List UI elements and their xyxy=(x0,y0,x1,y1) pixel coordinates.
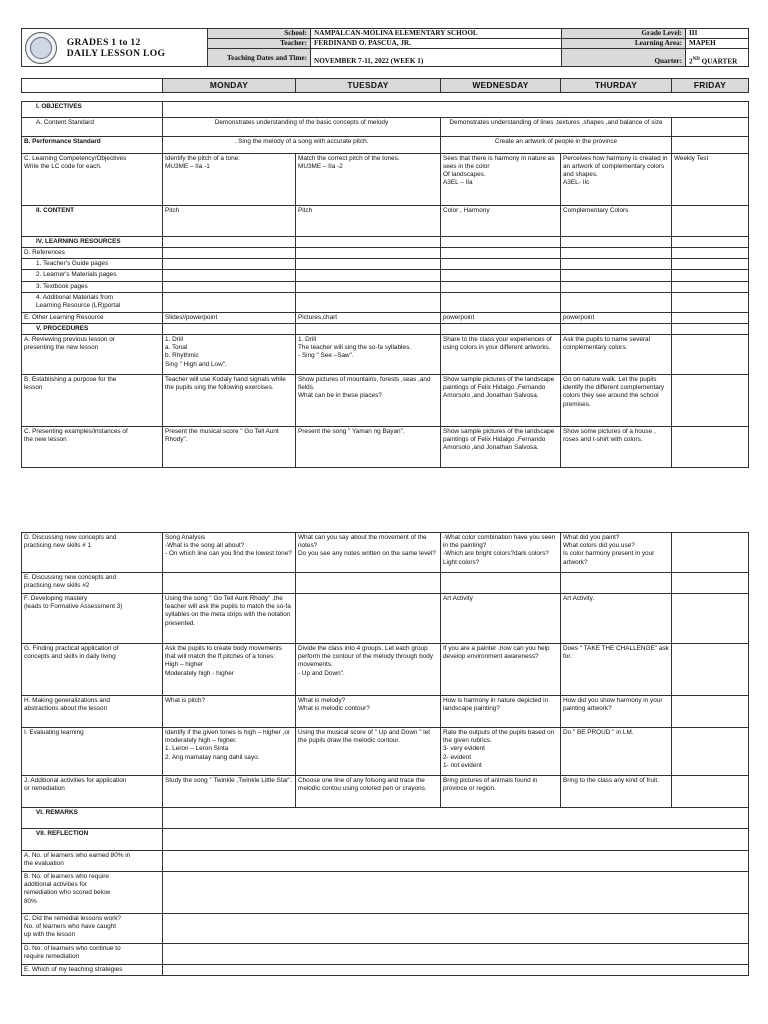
procedure-g-label: G. Finding practical application of concepts and skills in daily living xyxy=(22,644,163,696)
day-header-friday: FRIDAY xyxy=(672,79,749,93)
table-row xyxy=(22,829,749,851)
day-header-table xyxy=(21,78,749,93)
procedure-j-tuesday: Choose one line of any folsong and trace the melodic contou using colored pen or crayons. xyxy=(296,776,441,808)
teacher-label: Teacher: xyxy=(208,39,311,49)
procedure-c-tuesday: Present the song " Yaman ng Bayan". xyxy=(296,427,441,468)
day-header-tuesday: TUESDAY xyxy=(296,79,441,93)
area-value: MAPEH xyxy=(686,39,749,49)
quarter-word: QUARTER xyxy=(699,57,738,66)
dates-value: NOVEMBER 7-11, 2022 (WEEK 1) xyxy=(311,49,562,67)
cell xyxy=(672,247,749,258)
table-row xyxy=(22,728,749,776)
content-wednesday: Color , Harmony xyxy=(441,205,561,236)
cell xyxy=(163,573,296,594)
cell xyxy=(672,292,749,312)
reflection-e-label: E. Which of my teaching strategies xyxy=(22,965,163,976)
procedure-d-friday xyxy=(672,533,749,573)
table-row xyxy=(22,808,749,829)
procedure-d-wednesday: -What color combination have you seen in the painting? -Which are bright colors?dark colors? Light colors? xyxy=(441,533,561,573)
remarks-heading: VI. REMARKS xyxy=(22,808,163,829)
table-row xyxy=(22,101,749,117)
other-wednesday: powerpoint xyxy=(441,312,561,323)
quarter-number: 2 xyxy=(689,57,693,66)
procedure-a-thursday: Ask the pupils to name several complementary colors. xyxy=(561,335,672,375)
content-monday: Pitch xyxy=(163,205,296,236)
deped-seal-icon xyxy=(25,32,57,64)
cell xyxy=(163,323,296,334)
procedure-i-label: I. Evaluating learning xyxy=(22,728,163,776)
procedure-b-tuesday: Show pictures of mountains, forests ,seas ,and fields. What can be in these places? xyxy=(296,375,441,427)
cell xyxy=(441,270,561,281)
procedure-g-monday: Ask the pupils to create body movements that will match the ff.pitches of a tones: High – higher Moderately high - higher xyxy=(163,644,296,696)
procedure-f-wednesday: Art Activity xyxy=(441,594,561,644)
cell xyxy=(561,281,672,292)
school-label: School: xyxy=(208,29,311,39)
reflection-c-label: C. Did the remedial lessons work? No. of learners who have caught up with the lesson xyxy=(22,914,163,944)
cell xyxy=(296,270,441,281)
competency-tuesday: Match the correct pitch of the tones. MU3ME – IIa -2 xyxy=(296,153,441,205)
cell xyxy=(441,236,561,247)
competency-label: C. Learning Competency/Objectives Write the LC code for each. xyxy=(22,153,163,205)
reflection-d-label: D. No. of learners who continue to require remediation xyxy=(22,944,163,965)
table-row xyxy=(22,375,749,427)
reflection-a-label: A. No. of learners who earned 80% in the evaluation xyxy=(22,851,163,872)
cell xyxy=(441,259,561,270)
cell xyxy=(163,965,749,976)
cell xyxy=(163,236,296,247)
procedure-c-label: C. Presenting examples/instances of the new lesson xyxy=(22,427,163,468)
content-standard-arts: Demonstrates understanding of lines ,textures ,shapes ,and balance of size xyxy=(441,117,672,136)
cell xyxy=(163,101,749,117)
cell xyxy=(672,117,749,136)
procedure-a-wednesday: Share to the class your experiences of using colors in your different artworks. xyxy=(441,335,561,375)
procedure-j-wednesday: Bring pictures of animals found in province or region. xyxy=(441,776,561,808)
lesson-rows-part2 xyxy=(21,532,749,976)
day-header-wednesday: WEDNESDAY xyxy=(441,79,561,93)
cell xyxy=(163,914,749,944)
references-label: D. References xyxy=(22,247,163,258)
procedure-d-monday: Song Analysis -What is the song all about? - On which line can you find the lowest tone? xyxy=(163,533,296,573)
cell xyxy=(561,270,672,281)
table-row xyxy=(22,573,749,594)
cell xyxy=(296,236,441,247)
procedure-g-tuesday: Divide the class into 4 groups. Let each group perform the contour of the melody through body movements. - Up and Down". xyxy=(296,644,441,696)
procedure-d-thursday: What did you paint? What colors did you use? Is color harmony present in your artwork? xyxy=(561,533,672,573)
procedure-a-friday xyxy=(672,335,749,375)
cell xyxy=(296,259,441,270)
content-standard-label: A. Content Standard xyxy=(22,117,163,136)
procedure-b-thursday: Go on nature walk. Let the pupils identify the different complementary colors they see around the school premises. xyxy=(561,375,672,427)
table-row xyxy=(22,247,749,258)
performance-standard-label: B. Performance Standard xyxy=(22,136,163,153)
table-row xyxy=(22,205,749,236)
cell xyxy=(441,292,561,312)
content-tuesday: Pitch xyxy=(296,205,441,236)
other-resources-label: E. Other Learning Resource xyxy=(22,312,163,323)
cell xyxy=(672,259,749,270)
procedure-f-monday: Using the song " Go Tell Aunt Rhody" ,the teacher will ask the pupils to match the so-fa syllables on the meta strips with the notation presented. xyxy=(163,594,296,644)
table-row xyxy=(22,427,749,468)
procedure-i-monday: Identify if the given tones is high – higher ,or moderately high – higher. 1. Leron – Leron Sinta 2. Ang mamatay nang dahil sayo. xyxy=(163,728,296,776)
table-row xyxy=(22,944,749,965)
procedure-h-monday: What is pitch? xyxy=(163,696,296,728)
competency-wednesday: Sees that there is harmony in nature as sees in the color Of landscapes. A3EL – IIa xyxy=(441,153,561,205)
procedure-f-tuesday xyxy=(296,594,441,644)
content-friday xyxy=(672,205,749,236)
procedure-c-monday: Present the musical score " Go Tell Aunt Rhody". xyxy=(163,427,296,468)
procedure-c-wednesday: Show sample pictures of the landscape paintings of Felix Hidalgo ,Fernando Amorsolo ,and Jonathan Salvosa. xyxy=(441,427,561,468)
cell xyxy=(296,247,441,258)
day-header-thursday: THURDAY xyxy=(561,79,672,93)
cell xyxy=(441,573,561,594)
table-row xyxy=(22,696,749,728)
table-row xyxy=(22,117,749,136)
procedure-i-thursday: Do " BE PROUD " in LM. xyxy=(561,728,672,776)
cell xyxy=(163,247,296,258)
cell xyxy=(163,851,749,872)
procedure-g-wednesday: If you are a painter ,how can you help develop environment awareness? xyxy=(441,644,561,696)
procedure-h-thursday: How did you show harmony in your painting artwork? xyxy=(561,696,672,728)
cell xyxy=(163,872,749,914)
teacher-value: FERDINAND O. PASCUA, JR. xyxy=(311,39,562,49)
remarks-cell xyxy=(163,808,749,829)
table-row xyxy=(22,136,749,153)
teachers-guide-label: 1. Teacher's Guide pages xyxy=(22,259,163,270)
cell xyxy=(561,247,672,258)
procedure-a-label: A. Reviewing previous lesson or presenting the new lesson xyxy=(22,335,163,375)
procedure-c-thursday: Show some pictures of a house , roses and t-shirt with colors. xyxy=(561,427,672,468)
table-row xyxy=(22,644,749,696)
procedure-i-tuesday: Using the musical score of " Up and Down " let the pupils draw the melodic contour. xyxy=(296,728,441,776)
cell xyxy=(672,136,749,153)
procedure-h-tuesday: What is melody? What is melodic contour? xyxy=(296,696,441,728)
table-row xyxy=(22,594,749,644)
table-row xyxy=(22,872,749,914)
table-row xyxy=(22,270,749,281)
cell xyxy=(296,323,441,334)
cell xyxy=(163,944,749,965)
grade-value: III xyxy=(686,29,749,39)
procedure-i-friday xyxy=(672,728,749,776)
cell xyxy=(296,573,441,594)
table-row xyxy=(22,851,749,872)
reflection-cell xyxy=(163,829,749,851)
cell xyxy=(561,323,672,334)
lesson-table-part1 xyxy=(21,78,748,468)
table-row xyxy=(22,281,749,292)
procedure-a-tuesday: 1. Drill The teacher will sing the so-fa syllables. - Sing " See –Saw". xyxy=(296,335,441,375)
quarter-suffix: ND xyxy=(692,56,700,62)
competency-thursday: Perceives how harmony is created in an artwork of complementary colors and shapes. A3EL- IIc xyxy=(561,153,672,205)
day-header-blank xyxy=(22,79,163,93)
other-friday xyxy=(672,312,749,323)
other-monday: Slides//powerpoint xyxy=(163,312,296,323)
area-label: Learning Area: xyxy=(562,39,686,49)
table-row xyxy=(22,236,749,247)
procedure-f-label: F. Developing mastery (leads to Formative Assessment 3) xyxy=(22,594,163,644)
procedures-heading: V. PROCEDURES xyxy=(22,323,163,334)
procedure-d-label: D. Discussing new concepts and practicing new skills # 1 xyxy=(22,533,163,573)
cell xyxy=(163,270,296,281)
logo-cell xyxy=(22,29,208,67)
textbook-label: 3. Textbook pages xyxy=(22,281,163,292)
lesson-table-part2 xyxy=(21,532,748,976)
content-thursday: Complementary Colors xyxy=(561,205,672,236)
cell xyxy=(296,292,441,312)
dates-label: Teaching Dates and Time: xyxy=(208,49,311,67)
day-header-monday: MONDAY xyxy=(163,79,296,93)
other-thursday: powerpoint xyxy=(561,312,672,323)
procedure-b-monday: Teacher will use Kodaly hand signals while the pupils sing the following exercises. xyxy=(163,375,296,427)
table-row xyxy=(22,312,749,323)
content-standard-music: Demonstrates understanding of the basic concepts of melody xyxy=(163,117,441,136)
procedure-h-friday xyxy=(672,696,749,728)
procedure-b-wednesday: Show sample pictures of the landscape paintings of Felix Hidalgo ,Fernando Amorsolo ,and Jonathan Salvosa. xyxy=(441,375,561,427)
procedure-e-label: E. Discussing new concepts and practicing new skills #2 xyxy=(22,573,163,594)
procedure-g-thursday: Does " TAKE THE CHALLENGE" ask for. xyxy=(561,644,672,696)
log-title-line1: GRADES 1 to 12 xyxy=(66,36,141,48)
performance-standard-music: . Sing the melody of a song with accurate pitch. xyxy=(163,136,441,153)
procedure-j-monday: Study the song " Twinkle ,Twinkle Little Star". xyxy=(163,776,296,808)
cell xyxy=(561,573,672,594)
cell xyxy=(672,281,749,292)
competency-friday: Weekly Test xyxy=(672,153,749,205)
cell xyxy=(561,292,672,312)
reflection-b-label: B. No. of learners who require additional activities for remediation who scored below 80% xyxy=(22,872,163,914)
log-title xyxy=(67,37,165,59)
competency-monday: Identify the pitch of a tone: MU3ME – IIa -1 xyxy=(163,153,296,205)
table-row xyxy=(22,965,749,976)
cell xyxy=(561,259,672,270)
objectives-heading: I. OBJECTIVES xyxy=(22,101,163,117)
table-row xyxy=(22,335,749,375)
table-row xyxy=(22,776,749,808)
procedure-g-friday xyxy=(672,644,749,696)
procedure-f-friday xyxy=(672,594,749,644)
cell xyxy=(163,281,296,292)
cell xyxy=(441,247,561,258)
procedure-b-friday xyxy=(672,375,749,427)
header-table xyxy=(21,28,749,67)
cell xyxy=(296,281,441,292)
table-row xyxy=(22,259,749,270)
resources-heading: IV. LEARNING RESOURCES xyxy=(22,236,163,247)
procedure-h-label: H. Making generalizations and abstractions about the lesson xyxy=(22,696,163,728)
cell xyxy=(561,236,672,247)
table-row xyxy=(22,914,749,944)
additional-materials-label: 4. Additional Materials from Learning Resource (LR)portal xyxy=(22,292,163,312)
procedure-a-monday: 1. Drill a. Tonal b. Rhythmic Sing " High and Low". xyxy=(163,335,296,375)
procedure-d-tuesday: What can you say about the movement of the notes? Do you see any notes written on the same level? xyxy=(296,533,441,573)
procedure-i-wednesday: Rate the outputs of the pupils based on the given rubrics. 3- very evident 2- evident 1- not evident xyxy=(441,728,561,776)
table-row xyxy=(22,153,749,205)
quarter-value xyxy=(686,49,749,67)
procedure-j-label: J. Additional activities for application or remediation xyxy=(22,776,163,808)
lesson-rows-part1 xyxy=(21,101,749,468)
lesson-log-header xyxy=(21,28,748,67)
cell xyxy=(672,323,749,334)
procedure-c-friday xyxy=(672,427,749,468)
cell xyxy=(163,292,296,312)
procedure-j-thursday: Bring to the class any kind of fruit. xyxy=(561,776,672,808)
table-row xyxy=(22,292,749,312)
cell xyxy=(672,236,749,247)
cell xyxy=(441,281,561,292)
grade-label: Grade Level: xyxy=(562,29,686,39)
procedure-j-friday xyxy=(672,776,749,808)
table-row xyxy=(22,323,749,334)
cell xyxy=(672,270,749,281)
cell xyxy=(672,573,749,594)
table-row xyxy=(22,533,749,573)
cell xyxy=(163,259,296,270)
procedure-b-label: B. Establishing a purpose for the lesson xyxy=(22,375,163,427)
learners-materials-label: 2. Learner's Materials pages xyxy=(22,270,163,281)
procedure-f-thursday: Art Activity. xyxy=(561,594,672,644)
reflection-heading: VII. REFLECTION xyxy=(22,829,163,851)
performance-standard-arts: Create an artwork of people in the province xyxy=(441,136,672,153)
quarter-label: Quarter: xyxy=(562,49,686,67)
cell xyxy=(441,323,561,334)
other-tuesday: Pictures,chart xyxy=(296,312,441,323)
log-title-line2: DAILY LESSON LOG xyxy=(66,47,166,59)
procedure-h-wednesday: How is harmony in nature depicted in landscape painting? xyxy=(441,696,561,728)
content-label: II. CONTENT xyxy=(22,205,163,236)
school-value: NAMPALCAN-MOLINA ELEMENTARY SCHOOL xyxy=(311,29,562,39)
